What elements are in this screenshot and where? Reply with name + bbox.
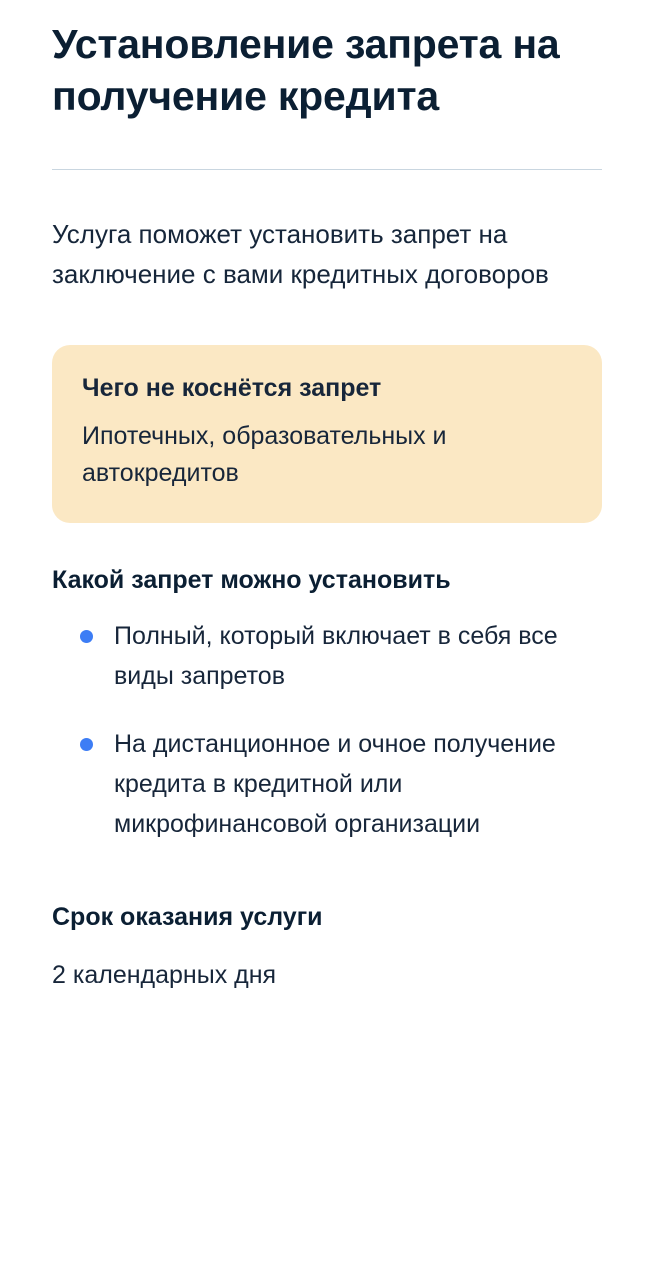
exclusions-callout-text: Ипотечных, образовательных и автокредитов bbox=[82, 421, 447, 488]
list-item bbox=[52, 616, 602, 696]
ban-types-list bbox=[52, 616, 602, 844]
exclusions-callout bbox=[52, 345, 602, 523]
ban-types-heading: Какой запрет можно установить bbox=[52, 565, 451, 594]
list-item-text: Полный, который включает в себя все виды запретов bbox=[114, 621, 558, 690]
bullet-dot-icon bbox=[80, 630, 93, 643]
page-title: Установление запрета на получение кредита bbox=[52, 21, 560, 120]
list-item-text: На дистанционное и очное получение кредита в кредитной или микрофинансовой организации bbox=[114, 729, 556, 838]
bullet-dot-icon bbox=[80, 738, 93, 751]
exclusions-callout-title: Чего не коснётся запрет bbox=[82, 373, 382, 402]
service-term-value: 2 календарных дня bbox=[52, 960, 277, 989]
service-description: Услуга поможет установить запрет на заключение с вами кредитных договоров bbox=[52, 218, 549, 290]
title-divider bbox=[52, 169, 602, 170]
service-term-heading: Срок оказания услуги bbox=[52, 902, 323, 931]
list-item bbox=[52, 724, 602, 844]
